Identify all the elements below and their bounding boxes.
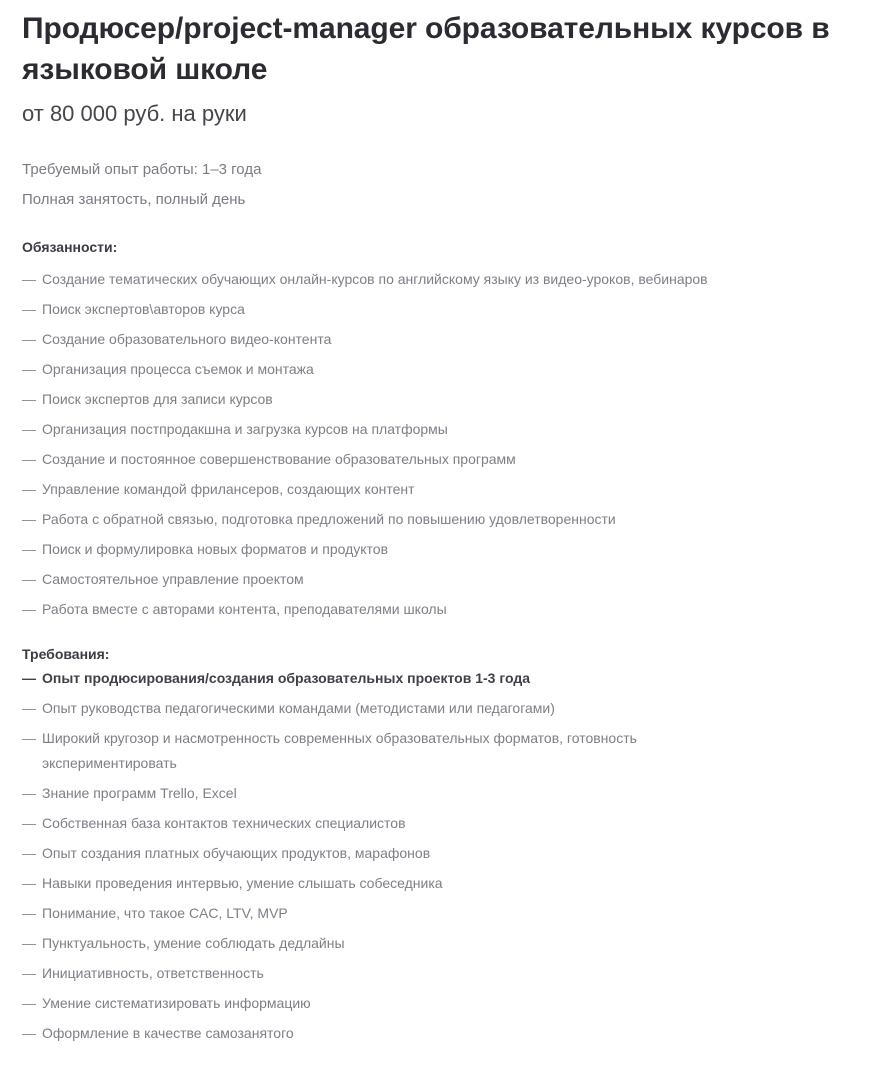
list-item-label: Широкий кругозор и насмотренность современных образовательных форматов, готовность экспериментировать	[42, 730, 637, 771]
em-dash-bullet-icon: —	[22, 271, 36, 287]
list-item-label: Опыт создания платных обучающих продуктов, марафонов	[42, 845, 431, 861]
list-item	[22, 841, 734, 866]
experience-required: Требуемый опыт работы: 1–3 года	[22, 161, 262, 178]
em-dash-bullet-icon: —	[22, 541, 36, 557]
list-item-label: Знание программ Trello, Excel	[42, 785, 237, 801]
em-dash-bullet-icon: —	[22, 571, 36, 587]
responsibilities-list	[22, 267, 857, 622]
list-item	[22, 327, 734, 352]
em-dash-bullet-icon: —	[22, 670, 36, 686]
vacancy-meta	[22, 155, 857, 215]
employment-type: Полная занятость, полный день	[22, 191, 246, 208]
list-item-label: Инициативность, ответственность	[42, 965, 264, 981]
list-item	[22, 1021, 734, 1046]
list-item-label: Собственная база контактов технических специалистов	[42, 815, 406, 831]
list-item-label: Оформление в качестве самозанятого	[42, 1025, 294, 1041]
list-item	[22, 726, 734, 776]
list-item	[22, 537, 734, 562]
list-item-label: Поиск экспертов\авторов курса	[42, 301, 245, 317]
requirements-list	[22, 666, 857, 1046]
list-item-label: Опыт руководства педагогическими командами (методистами или педагогами)	[42, 700, 555, 716]
list-item	[22, 267, 734, 292]
list-item	[22, 811, 734, 836]
list-item-label: Организация процесса съемок и монтажа	[42, 361, 314, 377]
list-item-label: Поиск экспертов для записи курсов	[42, 391, 273, 407]
em-dash-bullet-icon: —	[22, 730, 36, 746]
em-dash-bullet-icon: —	[22, 845, 36, 861]
list-item	[22, 901, 734, 926]
list-item	[22, 871, 734, 896]
page-title: Продюсер/project-manager образовательных курсов в языковой школе	[22, 12, 830, 86]
list-item	[22, 417, 734, 442]
em-dash-bullet-icon: —	[22, 361, 36, 377]
em-dash-bullet-icon: —	[22, 785, 36, 801]
em-dash-bullet-icon: —	[22, 815, 36, 831]
list-item	[22, 447, 734, 472]
list-item-label: Организация постпродакшна и загрузка курсов на платформы	[42, 421, 448, 437]
list-item-label: Поиск и формулировка новых форматов и продуктов	[42, 541, 389, 557]
responsibilities-heading: Обязанности:	[22, 239, 118, 255]
list-item	[22, 931, 734, 956]
em-dash-bullet-icon: —	[22, 1025, 36, 1041]
em-dash-bullet-icon: —	[22, 421, 36, 437]
em-dash-bullet-icon: —	[22, 481, 36, 497]
em-dash-bullet-icon: —	[22, 700, 36, 716]
em-dash-bullet-icon: —	[22, 875, 36, 891]
list-item	[22, 297, 734, 322]
list-item-label: Навыки проведения интервью, умение слышать собеседника	[42, 875, 443, 891]
em-dash-bullet-icon: —	[22, 965, 36, 981]
list-item-label: Умение систематизировать информацию	[42, 995, 311, 1011]
list-item-label: Понимание, что такое CAC, LTV, MVP	[42, 905, 288, 921]
em-dash-bullet-icon: —	[22, 331, 36, 347]
requirements-section	[22, 644, 857, 1046]
list-item	[22, 357, 734, 382]
list-item	[22, 477, 734, 502]
em-dash-bullet-icon: —	[22, 935, 36, 951]
em-dash-bullet-icon: —	[22, 995, 36, 1011]
em-dash-bullet-icon: —	[22, 905, 36, 921]
list-item-label: Создание образовательного видео-контента	[42, 331, 332, 347]
em-dash-bullet-icon: —	[22, 601, 36, 617]
list-item	[22, 597, 734, 622]
list-item	[22, 387, 734, 412]
responsibilities-section	[22, 237, 857, 622]
salary-text: от 80 000 руб. на руки	[22, 101, 247, 126]
list-item	[22, 567, 734, 592]
list-item	[22, 991, 734, 1016]
em-dash-bullet-icon: —	[22, 301, 36, 317]
requirements-heading: Требования:	[22, 646, 110, 662]
em-dash-bullet-icon: —	[22, 451, 36, 467]
list-item-label: Работа вместе с авторами контента, преподавателями школы	[42, 601, 447, 617]
em-dash-bullet-icon: —	[22, 391, 36, 407]
list-item-label: Управление командой фрилансеров, создающих контент	[42, 481, 415, 497]
list-item-label: Опыт продюсирования/создания образовательных проектов 1-3 года	[42, 670, 531, 686]
list-item	[22, 666, 734, 691]
list-item-label: Пунктуальность, умение соблюдать дедлайны	[42, 935, 345, 951]
list-item-label: Создание и постоянное совершенствование образовательных программ	[42, 451, 516, 467]
list-item	[22, 696, 734, 721]
list-item	[22, 961, 734, 986]
list-item-label: Работа с обратной связью, подготовка предложений по повышению удовлетворенности	[42, 511, 616, 527]
list-item-label: Создание тематических обучающих онлайн-курсов по английскому языку из видео-уроков, вебинаров	[42, 271, 708, 287]
list-item	[22, 781, 734, 806]
list-item	[22, 507, 734, 532]
list-item-label: Самостоятельное управление проектом	[42, 571, 304, 587]
em-dash-bullet-icon: —	[22, 511, 36, 527]
